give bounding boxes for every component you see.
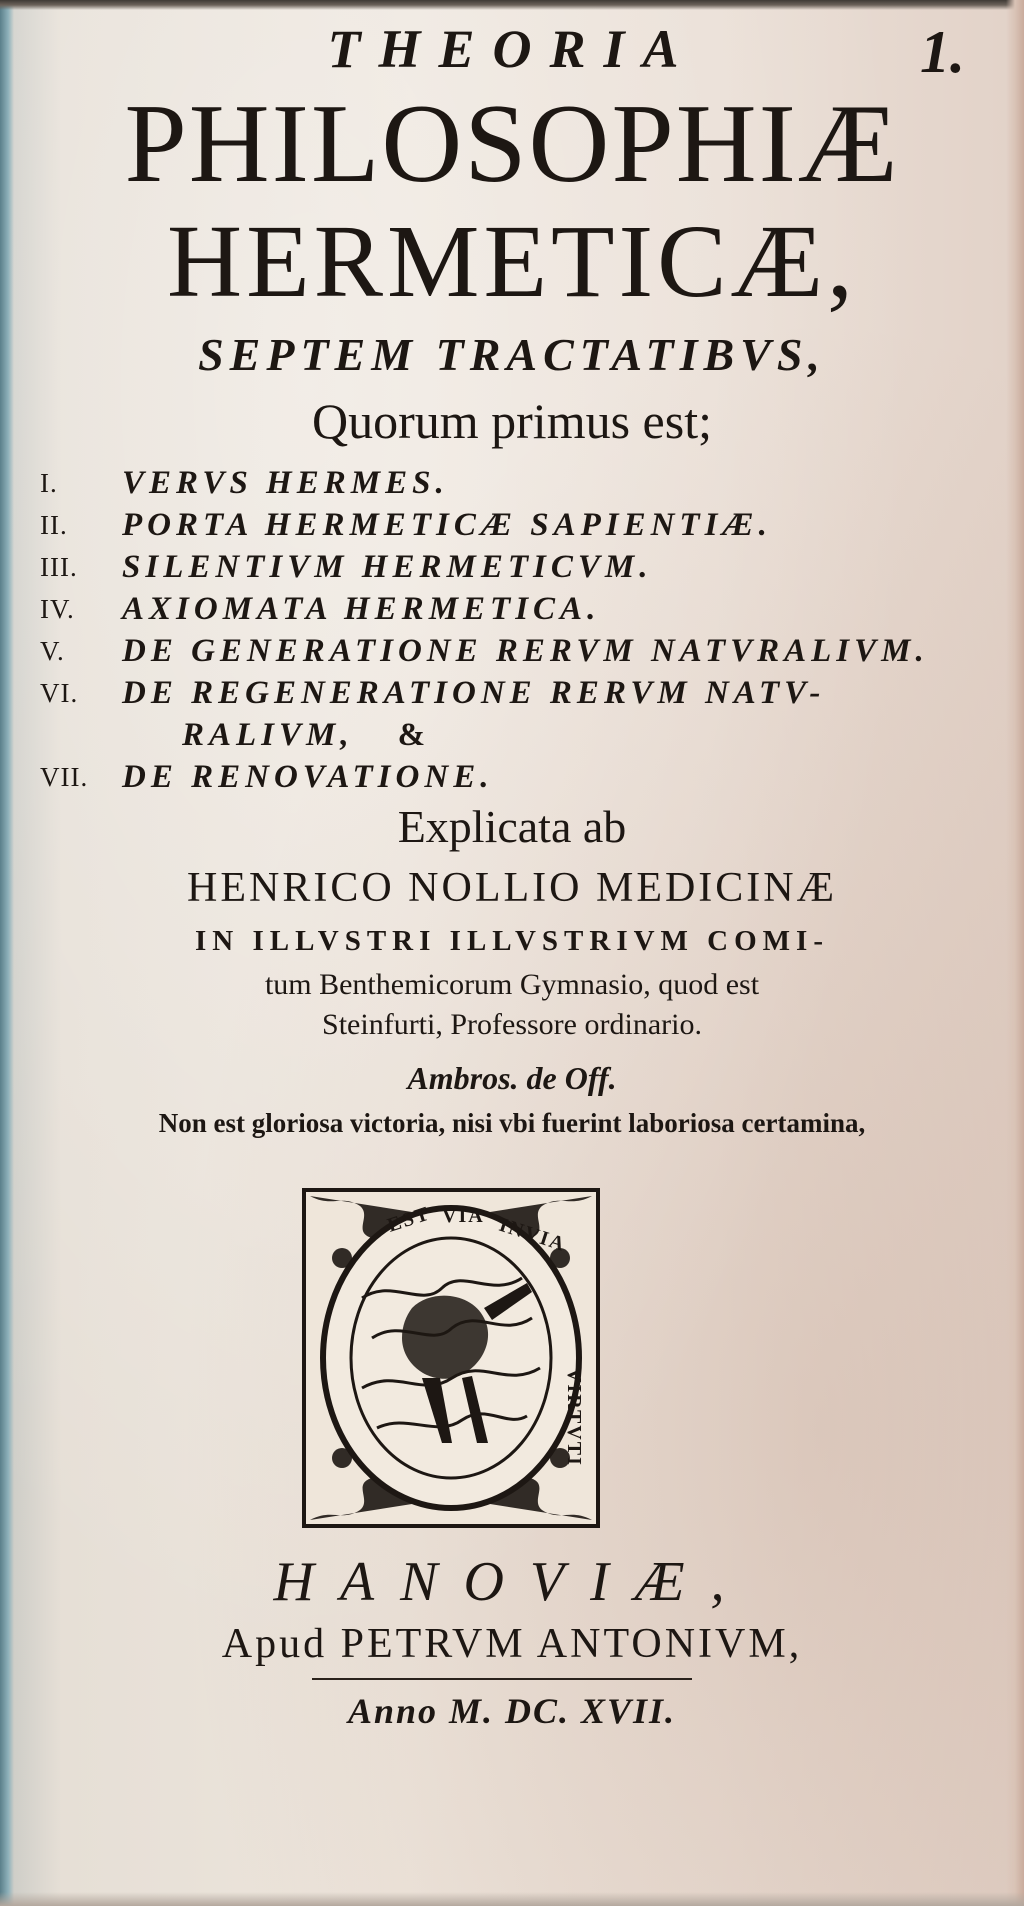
tractate-number: VI. [40,678,79,708]
tractate-conjunction: & [397,717,431,753]
page-bottom-edge [0,1892,1024,1906]
tractate-title: DE RENOVATIONE. [122,759,494,795]
title-theoria: THEORIA [327,19,697,79]
tractate-title: PORTA HERMETICÆ SAPIENTIÆ. [122,507,772,543]
imprint-printer: Apud PETRVM ANTONIVM, [221,1621,803,1667]
epigraph-text: Non est gloriosa victoria, nisi vbi fuerint laboriosa certamina, [158,1108,866,1138]
tractate-number: III. [40,552,78,582]
svg-text:INVIA: INVIA [496,1213,569,1257]
tractate-item [40,672,1000,714]
tractate-title: DE GENERATIONE RERVM NATVRALIVM. [122,633,929,669]
tractate-list [40,462,1000,798]
svg-text:EST: EST [384,1202,434,1237]
svg-text:VIA: VIA [442,1205,485,1227]
epigraph-source: Ambros. de Off. [407,1060,617,1096]
tractate-continuation-text: RALIVM, [182,717,354,753]
imprint-rule [312,1678,692,1680]
tractate-number: VII. [40,762,89,792]
imprint-city: HANOVIÆ, [273,1551,751,1613]
affiliation-line-3: Steinfurti, Professore ordinario. [322,1008,702,1041]
imprint-year: Anno M. DC. XVII. [347,1691,677,1731]
tractate-item [40,588,1000,630]
page-number: 1. [920,19,965,85]
intro-quorum: Quorum primus est; [312,393,712,449]
tractate-item [40,630,1000,672]
title-septem-tractatibus: SEPTEM TRACTATIBVS, [198,329,826,380]
author-line: HENRICO NOLLIO MEDICINÆ [187,865,837,911]
tractate-title: DE REGENERATIONE RERVM NATV- [122,675,826,711]
tractate-item [40,504,1000,546]
svg-text:VIRTVTI: VIRTVTI [563,1368,585,1467]
tractate-item [40,462,1000,504]
explicata-line: Explicata ab [397,801,627,852]
title-hermeticae: HERMETICÆ, [167,204,857,319]
tractate-continuation [40,714,1000,756]
affiliation-line-1: IN ILLVSTRI ILLVSTRIVM COMI- [194,925,829,957]
tractate-item [40,756,1000,798]
tractate-title: AXIOMATA HERMETICA. [122,591,601,627]
tractate-number: IV. [40,594,75,624]
tractate-item [40,546,1000,588]
printers-device-emblem [302,1188,600,1528]
title-philosophiae: PHILOSOPHIÆ [124,82,900,206]
page-top-edge [0,0,1024,10]
tractate-number: II. [40,510,68,540]
tractate-title: VERVS HERMES. [122,465,449,501]
tractate-title: SILENTIVM HERMETICVM. [122,549,653,585]
tractate-number: V. [40,636,65,666]
tractate-number: I. [40,468,58,498]
affiliation-line-2: tum Benthemicorum Gymnasio, quod est [264,968,760,1001]
